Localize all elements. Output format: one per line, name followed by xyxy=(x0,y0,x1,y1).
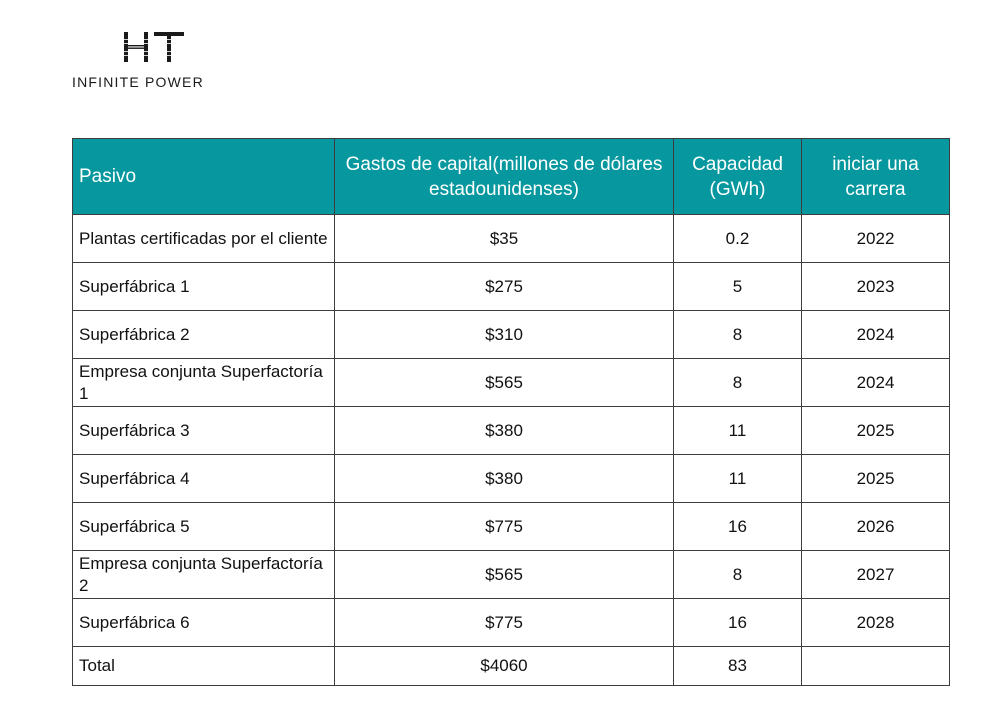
start-year-cell: 2022 xyxy=(802,215,950,263)
start-year-cell: 2023 xyxy=(802,263,950,311)
table-row xyxy=(73,599,950,647)
brand-name: INFINITE POWER xyxy=(72,74,204,90)
capacity-cell: 16 xyxy=(674,599,802,647)
table-row xyxy=(73,551,950,599)
brand-logo xyxy=(72,30,242,90)
capacity-cell: 5 xyxy=(674,263,802,311)
assets-table xyxy=(72,138,950,686)
start-year-cell: 2025 xyxy=(802,407,950,455)
start-year-cell: 2025 xyxy=(802,455,950,503)
capex-cell: $275 xyxy=(335,263,674,311)
table-row xyxy=(73,503,950,551)
column-header-capex: Gastos de capital(millones de dólares estadounidenses) xyxy=(335,139,674,215)
capex-cell: $380 xyxy=(335,407,674,455)
table-total-row xyxy=(73,647,950,686)
capacity-cell: 8 xyxy=(674,359,802,407)
column-header-asset: Pasivo xyxy=(73,139,335,215)
table-row xyxy=(73,455,950,503)
table-row xyxy=(73,263,950,311)
capex-cell: $775 xyxy=(335,503,674,551)
column-header-capacity: Capacidad (GWh) xyxy=(674,139,802,215)
capex-cell: $35 xyxy=(335,215,674,263)
start-year-cell: 2024 xyxy=(802,359,950,407)
capacity-cell: 11 xyxy=(674,407,802,455)
asset-name-cell: Empresa conjunta Superfactoría 2 xyxy=(73,551,335,599)
asset-name-cell: Superfábrica 2 xyxy=(73,311,335,359)
capacity-cell: 8 xyxy=(674,551,802,599)
capacity-cell: 8 xyxy=(674,311,802,359)
capacity-cell: 16 xyxy=(674,503,802,551)
table-row xyxy=(73,407,950,455)
asset-name-cell: Superfábrica 4 xyxy=(73,455,335,503)
capacity-cell: 11 xyxy=(674,455,802,503)
asset-name-cell: Superfábrica 5 xyxy=(73,503,335,551)
column-header-start: iniciar una carrera xyxy=(802,139,950,215)
start-year-cell: 2027 xyxy=(802,551,950,599)
capacity-cell: 0.2 xyxy=(674,215,802,263)
start-year-cell: 2028 xyxy=(802,599,950,647)
capex-cell: $380 xyxy=(335,455,674,503)
start-year-cell: 2024 xyxy=(802,311,950,359)
asset-name-cell: Plantas certificadas por el cliente xyxy=(73,215,335,263)
capex-cell: $565 xyxy=(335,551,674,599)
ht-logo-mark-icon xyxy=(122,30,186,64)
total-capacity-cell: 83 xyxy=(674,647,802,686)
table-header-row xyxy=(73,139,950,215)
start-year-cell: 2026 xyxy=(802,503,950,551)
table-row xyxy=(73,215,950,263)
asset-name-cell: Superfábrica 1 xyxy=(73,263,335,311)
capex-cell: $310 xyxy=(335,311,674,359)
total-capex-cell: $4060 xyxy=(335,647,674,686)
total-start-cell xyxy=(802,647,950,686)
table-row xyxy=(73,359,950,407)
capex-cell: $565 xyxy=(335,359,674,407)
asset-name-cell: Empresa conjunta Superfactoría 1 xyxy=(73,359,335,407)
asset-name-cell: Superfábrica 3 xyxy=(73,407,335,455)
asset-name-cell: Superfábrica 6 xyxy=(73,599,335,647)
table-row xyxy=(73,311,950,359)
total-label-cell: Total xyxy=(73,647,335,686)
capex-cell: $775 xyxy=(335,599,674,647)
